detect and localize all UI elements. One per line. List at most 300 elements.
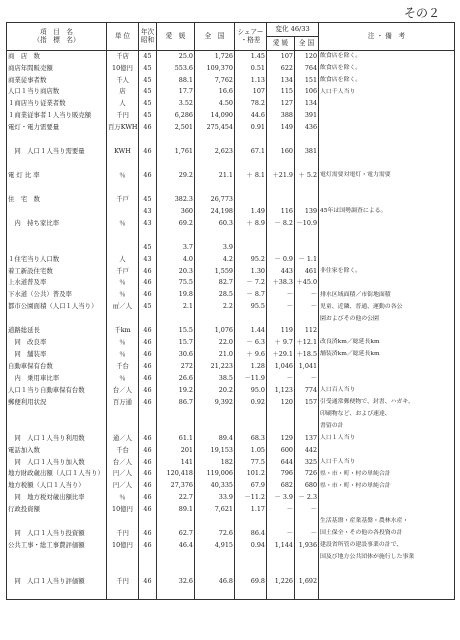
year-cell: 43	[139, 206, 157, 218]
ehime-value-cell	[157, 230, 195, 242]
ehime-value-cell: 6,286	[157, 110, 195, 122]
item-cell: 電 灯 比 率	[7, 170, 107, 182]
change-national-cell	[295, 194, 319, 206]
change-ehime-cell	[267, 182, 295, 194]
change-ehime-cell: 160	[267, 146, 295, 158]
ehime-value-cell: 29.2	[157, 170, 195, 182]
change-ehime-cell	[267, 134, 295, 146]
ehime-value-cell: 15.7	[157, 337, 195, 349]
ehime-value-cell: 4.0	[157, 253, 195, 265]
item-cell: 同 人口１人当り投資額	[7, 528, 107, 540]
unit-cell: 台／人	[107, 456, 139, 468]
change-ehime-cell: 120	[267, 397, 295, 409]
ehime-value-cell	[157, 409, 195, 421]
unit-cell: 千円	[107, 110, 139, 122]
share-cell	[235, 182, 267, 194]
change-ehime-cell	[267, 158, 295, 170]
ehime-value-cell	[157, 313, 195, 325]
ehime-value-cell: 15.5	[157, 325, 195, 337]
ehime-value-cell: 553.6	[157, 62, 195, 74]
note-cell: 人口千人当り	[319, 456, 455, 468]
national-value-cell: 21.0	[195, 349, 235, 361]
change-national-cell	[295, 516, 319, 528]
share-cell: 0.51	[235, 62, 267, 74]
year-cell: 46	[139, 122, 157, 134]
ehime-value-cell	[157, 552, 195, 564]
change-national-cell: 120	[295, 51, 319, 63]
change-national-cell	[295, 158, 319, 170]
table-row	[7, 230, 455, 242]
year-cell	[139, 552, 157, 564]
item-cell	[7, 206, 107, 218]
unit-cell: 千台	[107, 444, 139, 456]
item-cell: １商店当り従業者数	[7, 98, 107, 110]
change-national-cell	[295, 588, 319, 600]
unit-cell	[107, 421, 139, 433]
change-national-cell: －	[295, 504, 319, 516]
table-row	[7, 206, 455, 218]
national-value-cell: 33.9	[195, 492, 235, 504]
year-cell: 46	[139, 277, 157, 289]
ehime-value-cell	[157, 134, 195, 146]
share-cell: 1.49	[235, 206, 267, 218]
ehime-value-cell: 19.8	[157, 289, 195, 301]
change-national-cell: 151	[295, 74, 319, 86]
share-cell: 1.05	[235, 444, 267, 456]
table-row	[7, 277, 455, 289]
share-cell: 1.13	[235, 74, 267, 86]
item-cell: 電灯・電力需要量	[7, 122, 107, 134]
header-notes: 注 ・ 備 考	[319, 23, 455, 51]
year-cell	[139, 409, 157, 421]
table-row	[7, 146, 455, 158]
note-cell	[319, 361, 455, 373]
table-row	[7, 349, 455, 361]
national-value-cell: 109,370	[195, 62, 235, 74]
change-ehime-cell	[267, 552, 295, 564]
change-national-cell	[295, 421, 319, 433]
year-cell: 45	[139, 194, 157, 206]
change-ehime-cell: 682	[267, 480, 295, 492]
table-row	[7, 170, 455, 182]
unit-cell: 店	[107, 86, 139, 98]
change-ehime-cell: 622	[267, 62, 295, 74]
share-cell: 77.5	[235, 456, 267, 468]
statistics-table	[6, 22, 455, 600]
change-ehime-cell: 134	[267, 74, 295, 86]
table-row	[7, 444, 455, 456]
table-row	[7, 468, 455, 480]
year-cell: 43	[139, 253, 157, 265]
ehime-value-cell: 86.7	[157, 397, 195, 409]
change-ehime-cell: ＋29.1	[267, 349, 295, 361]
national-value-cell: 4,915	[195, 540, 235, 552]
change-national-cell: 106	[295, 86, 319, 98]
change-ehime-cell: 1,226	[267, 576, 295, 588]
share-cell	[235, 516, 267, 528]
unit-cell: 人	[107, 98, 139, 110]
ehime-value-cell: 272	[157, 361, 195, 373]
header-share	[235, 23, 267, 51]
item-cell: 内 持ち家比率	[7, 218, 107, 230]
unit-cell	[107, 206, 139, 218]
note-cell: 県・市・町・村の単純合計	[319, 468, 455, 480]
item-cell: 同 舗装率	[7, 349, 107, 361]
change-national-cell: － 1.1	[295, 253, 319, 265]
change-ehime-cell: －	[267, 301, 295, 313]
change-national-cell: 764	[295, 62, 319, 74]
share-cell: 68.3	[235, 433, 267, 445]
item-cell: 内 乗用車比率	[7, 373, 107, 385]
change-national-cell: －	[295, 301, 319, 313]
note-cell	[319, 134, 455, 146]
year-cell: 43	[139, 218, 157, 230]
change-ehime-cell: ＋38.3	[267, 277, 295, 289]
share-cell	[235, 409, 267, 421]
national-value-cell: 20.2	[195, 385, 235, 397]
table-row	[7, 504, 455, 516]
change-ehime-cell	[267, 516, 295, 528]
change-national-cell: 436	[295, 122, 319, 134]
note-cell: 飲食店を除く。	[319, 74, 455, 86]
change-national-cell: 461	[295, 265, 319, 277]
change-national-cell: －	[295, 373, 319, 385]
unit-cell: ％	[107, 218, 139, 230]
item-cell: 商 店 数	[7, 51, 107, 63]
unit-cell	[107, 552, 139, 564]
national-value-cell: 21,223	[195, 361, 235, 373]
change-ehime-cell: －	[267, 504, 295, 516]
table-row	[7, 361, 455, 373]
national-value-cell: 9,392	[195, 397, 235, 409]
year-cell: 45	[139, 51, 157, 63]
item-cell: 都市公園面積（人口１人当り）	[7, 301, 107, 313]
item-cell	[7, 242, 107, 254]
share-cell: 0.92	[235, 397, 267, 409]
item-cell	[7, 552, 107, 564]
unit-cell: 台／人	[107, 385, 139, 397]
note-cell	[319, 194, 455, 206]
share-cell: 95.5	[235, 301, 267, 313]
table-row	[7, 528, 455, 540]
table-row	[7, 492, 455, 504]
ehime-value-cell: 141	[157, 456, 195, 468]
table-row	[7, 325, 455, 337]
item-cell: 商業従事者数	[7, 74, 107, 86]
share-cell	[235, 313, 267, 325]
change-ehime-cell	[267, 421, 295, 433]
table-row	[7, 86, 455, 98]
note-cell: 飲食店を除く。	[319, 51, 455, 63]
ehime-value-cell: 61.1	[157, 433, 195, 445]
unit-cell	[107, 313, 139, 325]
table-row	[7, 51, 455, 63]
note-cell: 人口百人当り	[319, 385, 455, 397]
share-cell	[235, 194, 267, 206]
note-cell: 人口千人当り	[319, 86, 455, 98]
change-national-cell: 726	[295, 468, 319, 480]
national-value-cell: 2,623	[195, 146, 235, 158]
share-cell: ＋ 8.9	[235, 218, 267, 230]
note-cell	[319, 588, 455, 600]
item-cell: 人口１当り商店数	[7, 86, 107, 98]
unit-cell: ％	[107, 373, 139, 385]
unit-cell	[107, 158, 139, 170]
header-change-national: 全 国	[295, 37, 319, 51]
national-value-cell: 38.5	[195, 373, 235, 385]
national-value-cell: 3.9	[195, 242, 235, 254]
ehime-value-cell: 25.0	[157, 51, 195, 63]
change-ehime-cell: 129	[267, 433, 295, 445]
national-value-cell: 40,335	[195, 480, 235, 492]
unit-cell: 千km	[107, 325, 139, 337]
change-ehime-cell: －	[267, 289, 295, 301]
share-cell: 67.1	[235, 146, 267, 158]
unit-cell: 人	[107, 253, 139, 265]
national-value-cell	[195, 516, 235, 528]
share-cell: 44.6	[235, 110, 267, 122]
change-national-cell: －	[295, 289, 319, 301]
change-national-cell: 680	[295, 480, 319, 492]
national-value-cell: 7,621	[195, 504, 235, 516]
item-cell	[7, 158, 107, 170]
change-ehime-cell: 1,046	[267, 361, 295, 373]
note-cell	[319, 158, 455, 170]
share-cell: ＋ 9.6	[235, 349, 267, 361]
item-cell: 着工新設住宅数	[7, 265, 107, 277]
share-cell	[235, 421, 267, 433]
change-ehime-cell	[267, 588, 295, 600]
share-cell: 86.4	[235, 528, 267, 540]
note-cell: 排水区域面積／市街地面積	[319, 289, 455, 301]
change-ehime-cell: － 3.9	[267, 492, 295, 504]
share-cell: － 8.7	[235, 289, 267, 301]
change-national-cell: ＋45.0	[295, 277, 319, 289]
national-value-cell: 2.2	[195, 301, 235, 313]
table-row	[7, 337, 455, 349]
change-ehime-cell: 644	[267, 456, 295, 468]
share-cell: 69.8	[235, 576, 267, 588]
change-ehime-cell: ＋ 9.7	[267, 337, 295, 349]
ehime-value-cell	[157, 564, 195, 576]
national-value-cell: 14,090	[195, 110, 235, 122]
national-value-cell: 275,454	[195, 122, 235, 134]
national-value-cell: 28.5	[195, 289, 235, 301]
note-cell	[319, 444, 455, 456]
year-cell: 46	[139, 540, 157, 552]
item-cell: 同 人口１人当り加入数	[7, 456, 107, 468]
national-value-cell: 89.4	[195, 433, 235, 445]
note-cell	[319, 218, 455, 230]
unit-cell: 千戸	[107, 265, 139, 277]
note-cell: 引受通常郵便物で、封書、ハガキ、	[319, 397, 455, 409]
change-national-cell	[295, 242, 319, 254]
change-ehime-cell: － 8.2	[267, 218, 295, 230]
change-national-cell	[295, 564, 319, 576]
unit-cell	[107, 409, 139, 421]
change-national-cell: －	[295, 528, 319, 540]
item-cell	[7, 134, 107, 146]
national-value-cell: 119,006	[195, 468, 235, 480]
change-national-cell	[295, 134, 319, 146]
change-national-cell	[295, 409, 319, 421]
national-value-cell	[195, 564, 235, 576]
change-national-cell: 157	[295, 397, 319, 409]
unit-cell: 10億円	[107, 540, 139, 552]
change-ehime-cell: － 0.9	[267, 253, 295, 265]
change-ehime-cell	[267, 194, 295, 206]
table-row	[7, 421, 455, 433]
unit-cell: ％	[107, 492, 139, 504]
ehime-value-cell: 22.7	[157, 492, 195, 504]
table-body	[7, 51, 455, 600]
item-cell: 住 宅 数	[7, 194, 107, 206]
share-cell: －11.9	[235, 373, 267, 385]
year-cell: 46	[139, 456, 157, 468]
share-cell: － 7.2	[235, 277, 267, 289]
change-ehime-cell: 443	[267, 265, 295, 277]
change-national-cell: － 2.3	[295, 492, 319, 504]
table-row	[7, 194, 455, 206]
ehime-value-cell	[157, 158, 195, 170]
table-row	[7, 552, 455, 564]
share-cell: 101.2	[235, 468, 267, 480]
year-cell: 46	[139, 337, 157, 349]
table-row	[7, 122, 455, 134]
unit-cell: ㎡／人	[107, 301, 139, 313]
table-row	[7, 242, 455, 254]
item-cell: 郵便利用状況	[7, 397, 107, 409]
header-item-line2: （指 標 名）	[33, 35, 80, 44]
item-cell	[7, 409, 107, 421]
change-national-cell: 391	[295, 110, 319, 122]
item-cell: 公共工事・総工事費評価額	[7, 540, 107, 552]
national-value-cell	[195, 409, 235, 421]
unit-cell: ％	[107, 337, 139, 349]
year-cell: 46	[139, 397, 157, 409]
table-row	[7, 385, 455, 397]
item-cell	[7, 421, 107, 433]
unit-cell: ％	[107, 289, 139, 301]
table-row	[7, 313, 455, 325]
ehime-value-cell: 2,501	[157, 122, 195, 134]
share-cell: 0.94	[235, 540, 267, 552]
table-row	[7, 373, 455, 385]
item-cell: 商店年間販売額	[7, 62, 107, 74]
note-cell: 建設省所管の建設事業の計で、	[319, 540, 455, 552]
year-cell: 45	[139, 242, 157, 254]
table-row	[7, 62, 455, 74]
year-cell: 46	[139, 576, 157, 588]
table-row	[7, 110, 455, 122]
unit-cell: 千戸	[107, 194, 139, 206]
header-unit: 単 位	[107, 23, 139, 51]
header-change-group: 変化 46/33	[267, 23, 319, 37]
item-cell	[7, 588, 107, 600]
header-item-line1: 項 目 名	[40, 27, 73, 36]
ehime-value-cell: 2.1	[157, 301, 195, 313]
year-cell: 46	[139, 349, 157, 361]
header-year-line1: 年次	[140, 27, 155, 36]
national-value-cell: 26,773	[195, 194, 235, 206]
note-cell: 園およびその他の公園	[319, 313, 455, 325]
ehime-value-cell: 89.1	[157, 504, 195, 516]
change-national-cell: 442	[295, 444, 319, 456]
national-value-cell: 82.7	[195, 277, 235, 289]
header-share-line1: シェアー	[237, 27, 264, 36]
note-cell	[319, 253, 455, 265]
change-national-cell: 134	[295, 98, 319, 110]
share-cell: －11.2	[235, 492, 267, 504]
table-row	[7, 289, 455, 301]
share-cell: 1.17	[235, 504, 267, 516]
change-ehime-cell: 796	[267, 468, 295, 480]
change-national-cell: 1,041	[295, 361, 319, 373]
item-cell: 自動車保有台数	[7, 361, 107, 373]
national-value-cell	[195, 421, 235, 433]
national-value-cell: 24,198	[195, 206, 235, 218]
change-ehime-cell: 1,123	[267, 385, 295, 397]
table-row	[7, 397, 455, 409]
year-cell	[139, 182, 157, 194]
change-national-cell	[295, 182, 319, 194]
change-national-cell: 137	[295, 433, 319, 445]
header-ehime: 愛 媛	[157, 23, 195, 51]
item-cell: １住宅当り人口数	[7, 253, 107, 265]
item-cell: 同 人口１人当り利用数	[7, 433, 107, 445]
item-cell: 地方税額（人口１人当り）	[7, 480, 107, 492]
unit-cell: KWH	[107, 146, 139, 158]
header-year	[139, 23, 157, 51]
year-cell: 45	[139, 98, 157, 110]
ehime-value-cell	[157, 588, 195, 600]
unit-cell: ％	[107, 170, 139, 182]
national-value-cell	[195, 588, 235, 600]
item-cell: 同 人口１人当り需要量	[7, 146, 107, 158]
year-cell	[139, 516, 157, 528]
note-cell: 改良済km／総延長km	[319, 337, 455, 349]
change-ehime-cell	[267, 313, 295, 325]
change-ehime-cell: 115	[267, 86, 295, 98]
share-cell: ＋ 8.1	[235, 170, 267, 182]
note-cell: 飲食店を除く。	[319, 62, 455, 74]
change-ehime-cell	[267, 230, 295, 242]
note-cell	[319, 182, 455, 194]
national-value-cell: 72.6	[195, 528, 235, 540]
year-cell	[139, 158, 157, 170]
note-cell	[319, 504, 455, 516]
item-cell	[7, 564, 107, 576]
share-cell: 95.2	[235, 253, 267, 265]
ehime-value-cell: 382.3	[157, 194, 195, 206]
change-ehime-cell	[267, 409, 295, 421]
share-cell	[235, 134, 267, 146]
note-cell: 国土保全・その他の各投資の計	[319, 528, 455, 540]
change-ehime-cell: 107	[267, 51, 295, 63]
share-cell	[235, 588, 267, 600]
national-value-cell	[195, 134, 235, 146]
national-value-cell: 46.8	[195, 576, 235, 588]
ehime-value-cell: 75.5	[157, 277, 195, 289]
table-row	[7, 409, 455, 421]
year-cell	[139, 564, 157, 576]
unit-cell	[107, 516, 139, 528]
year-cell: 46	[139, 146, 157, 158]
ehime-value-cell: 88.1	[157, 74, 195, 86]
table-row	[7, 98, 455, 110]
item-cell: １商業従事者１人当り販売額	[7, 110, 107, 122]
year-cell: 46	[139, 265, 157, 277]
